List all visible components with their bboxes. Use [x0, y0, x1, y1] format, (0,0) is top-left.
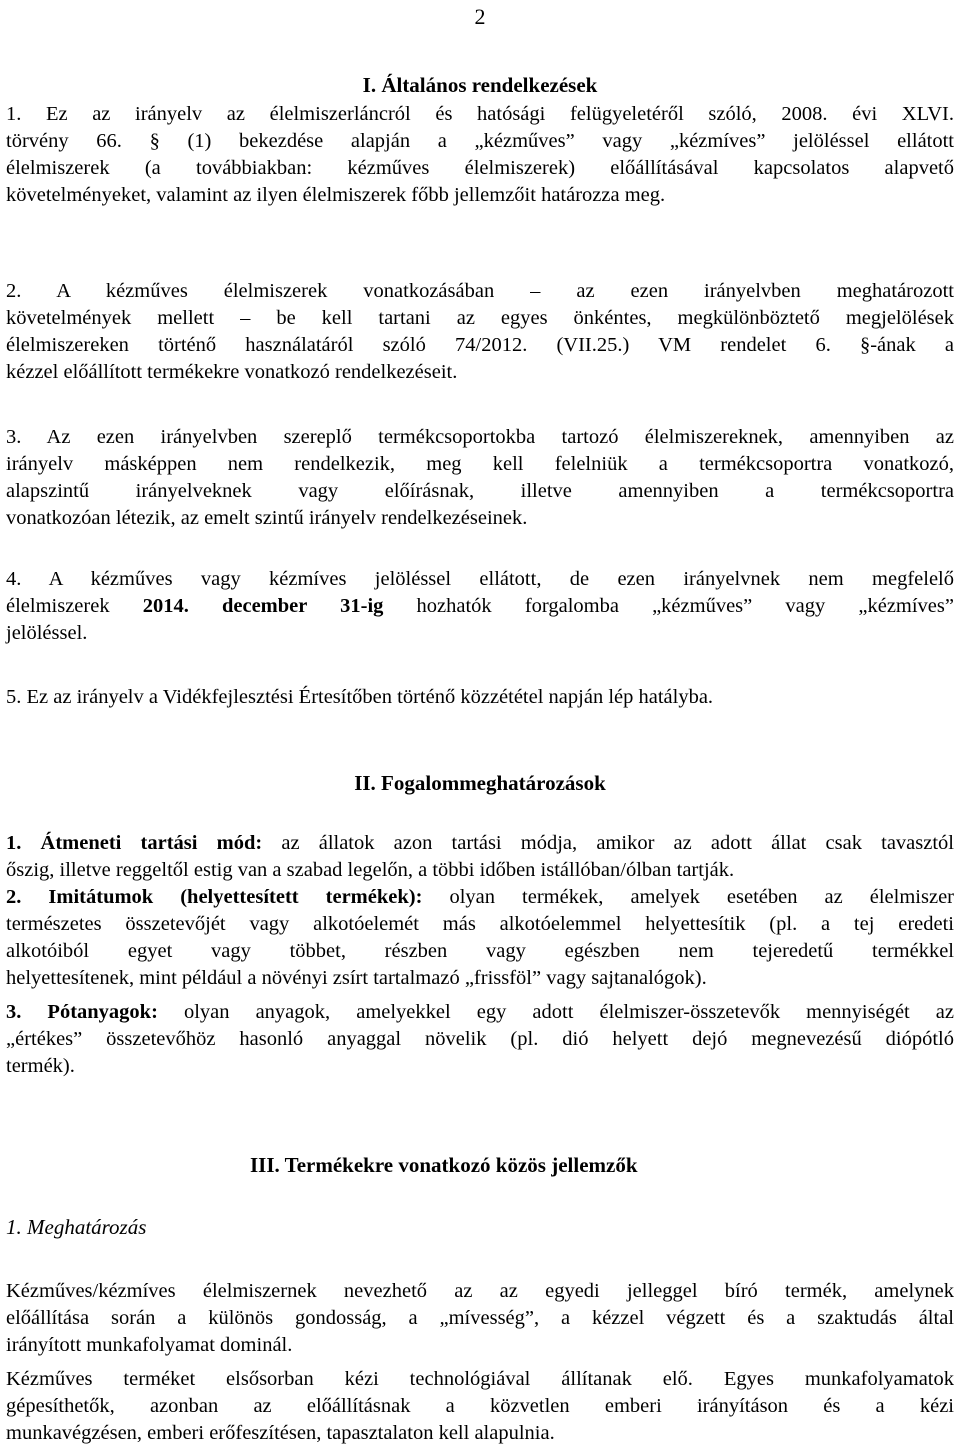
page-number: 2: [474, 4, 486, 29]
paragraph-line: 5. Ez az irányelv a Vidékfejlesztési Értesítőben történő közzététel napján lép hatályba.: [6, 686, 714, 708]
paragraph-line: természetes összetevőjét vagy alkotóelemét más alkotóelemmel helyettesítik (pl. a tej eredeti: [6, 913, 954, 935]
paragraph-line: élelmiszereken történő használatáról szóló 74/2012. (VII.25.) VM rendelet 6. §-ának a: [6, 334, 954, 356]
section-3-paragraph-1: [6, 1278, 954, 1359]
paragraph-line: munkavégzésen, emberi erőfeszítésen, tapasztalaton kell alapulnia.: [6, 1422, 555, 1444]
paragraph-line: jelöléssel.: [6, 622, 88, 644]
paragraph-line: [6, 999, 954, 1026]
paragraph-line: élelmiszerek (a továbbiakban: kézműves élelmiszerek) előállításával kapcsolatos alapvető: [6, 157, 954, 179]
paragraph-line: vonatkozóan létezik, az emelt szintű irányelv rendelkezéseinek.: [6, 507, 528, 529]
section-1-paragraph-1: [6, 101, 954, 209]
paragraph-line: termék).: [6, 1055, 75, 1077]
paragraph-line: „értékes” összetevőhöz hasonló anyaggal növelik (pl. dió helyett dejó megnevezésű diópótló: [6, 1028, 954, 1050]
paragraph-line: követelményeket, valamint az ilyen élelmiszerek főbb jellemzőit határozza meg.: [6, 184, 666, 206]
definition-term: 3. Pótanyagok:: [6, 1001, 158, 1023]
paragraph-line: irányított munkafolyamat dominál.: [6, 1334, 293, 1356]
definition-2: [6, 884, 954, 992]
paragraph-line: 3. Az ezen irányelvben szereplő termékcsoportokba tartozó élelmiszereknek, amennyiben az: [6, 426, 954, 448]
paragraph-line: [6, 884, 954, 911]
paragraph-line: őszig, illetve reggeltől estig van a szabad legelőn, a többi időben istállóban/ólban tartják.: [6, 859, 735, 881]
paragraph-line: helyettesítenek, mint például a növényi zsírt tartalmazó „frissföl” vagy sajtanalógok).: [6, 967, 707, 989]
definition-3: [6, 999, 954, 1080]
text-run: élelmiszerek: [6, 595, 143, 617]
definition-term: 1. Átmeneti tartási mód:: [6, 832, 263, 854]
text-run: olyan anyagok, amelyekkel egy adott élelmiszer-összetevők mennyiségét az: [157, 1001, 955, 1023]
paragraph-line: kézzel előállított termékekre vonatkozó rendelkezéseit.: [6, 361, 458, 383]
text-run: hozhatók forgalomba „kézműves” vagy „kézmíves”: [383, 595, 954, 617]
paragraph-line: alkotóiból egyet vagy többet, részben vagy egészben nem tejeredetű termékkel: [6, 940, 954, 962]
paragraph-line: előállítása során a különös gondosság, a „mívesség”, a kézzel végzett és a szaktudás által: [6, 1307, 954, 1329]
section-1-paragraph-3: [6, 424, 954, 532]
paragraph-line: 1. Ez az irányelv az élelmiszerláncról és hatósági felügyeletéről szóló, 2008. évi XLVI.: [6, 103, 954, 125]
section-1-paragraph-5: [6, 684, 954, 711]
paragraph-line: 4. A kézműves vagy kézmíves jelöléssel ellátott, de ezen irányelvnek nem megfelelő: [6, 568, 954, 590]
paragraph-line: 2. A kézműves élelmiszerek vonatkozásában – az ezen irányelvben meghatározott: [6, 280, 954, 302]
section-3-subheading: 1. Meghatározás: [6, 1215, 147, 1239]
section-1-heading: I. Általános rendelkezések: [362, 73, 598, 97]
deadline-date: 2014. december 31-ig: [142, 595, 384, 617]
section-1-paragraph-4: [6, 566, 954, 647]
text-run: olyan termékek, amelyek esetében az élelmiszer: [422, 886, 954, 908]
paragraph-line: [6, 593, 954, 620]
paragraph-line: Kézműves terméket elsősorban kézi technológiával állítanak elő. Egyes munkafolyamatok: [6, 1368, 954, 1390]
section-3-heading: III. Termékekre vonatkozó közös jellemzők: [250, 1153, 638, 1177]
paragraph-line: követelmények mellett – be kell tartani az egyes önkéntes, megkülönböztető megjelölések: [6, 307, 954, 329]
paragraph-line: gépesíthetők, azonban az előállításnak a közvetlen emberi irányításon és a kézi: [6, 1395, 954, 1417]
paragraph-line: alapszintű irányelveknek vagy előírásnak, illetve amennyiben a termékcsoportra: [6, 480, 954, 502]
section-1-paragraph-2: [6, 278, 954, 386]
paragraph-line: törvény 66. § (1) bekezdése alapján a „kézműves” vagy „kézmíves” jelöléssel ellátott: [6, 130, 954, 152]
text-run: az állatok azon tartási módja, amikor az adott állat csak tavasztól: [262, 832, 954, 854]
definition-1: [6, 830, 954, 884]
section-3-paragraph-2: [6, 1366, 954, 1447]
paragraph-line: [6, 830, 954, 857]
section-2-heading: II. Fogalommeghatározások: [354, 771, 606, 795]
definition-term: 2. Imitátumok (helyettesített termékek):: [6, 886, 423, 908]
paragraph-line: irányelv másképpen nem rendelkezik, meg kell felelniük a termékcsoportra vonatkozó,: [6, 453, 954, 475]
paragraph-line: Kézműves/kézmíves élelmiszernek nevezhető az az egyedi jelleggel bíró termék, amelynek: [6, 1280, 954, 1302]
